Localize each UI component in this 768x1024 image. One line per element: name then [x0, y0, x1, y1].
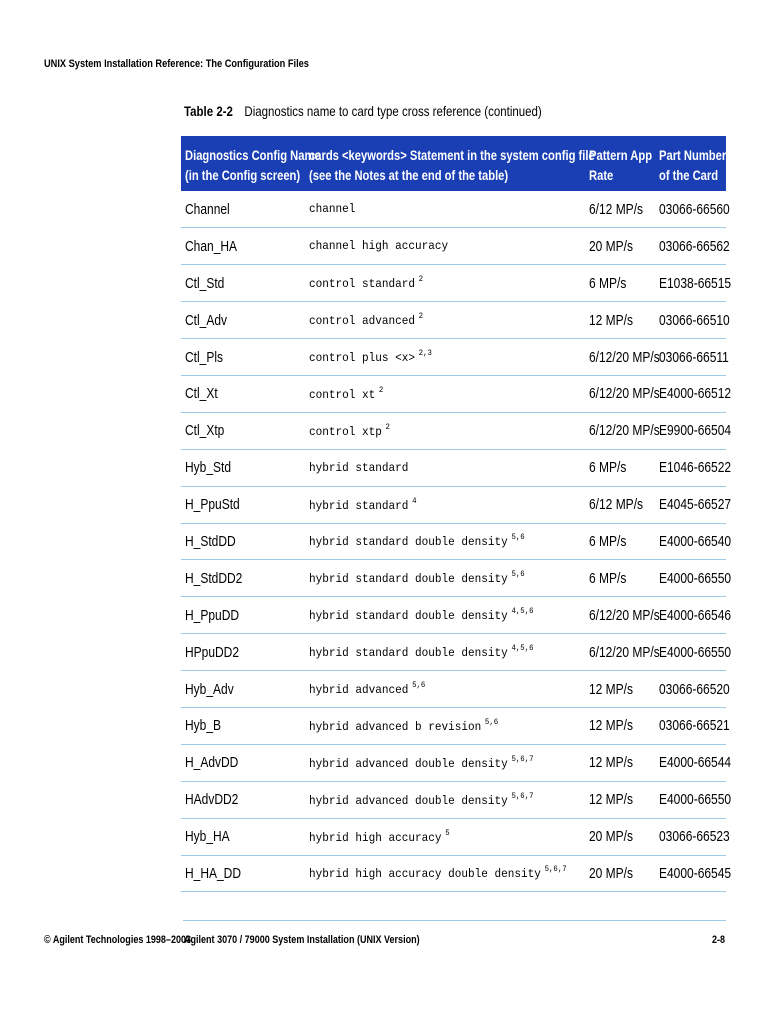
cell-pattern-rate: 6/12/20 MP/s: [585, 412, 655, 449]
cell-cards-statement: control standard $^2$: [305, 265, 585, 302]
table-row: [181, 486, 726, 523]
cell-diagnostics-name: Hyb_HA: [181, 818, 305, 855]
cell-cards-statement: hybrid standard: [305, 449, 585, 486]
col-header-diagnostics-name: Diagnostics Config Name (in the Config screen): [181, 136, 305, 191]
cell-part-number: E4000-66540: [655, 523, 726, 560]
cell-pattern-rate: 6/12/20 MP/s: [585, 339, 655, 376]
cell-diagnostics-name: Chan_HA: [181, 228, 305, 265]
cell-diagnostics-name: Hyb_Std: [181, 449, 305, 486]
note-reference: 5,6: [412, 681, 426, 691]
cell-diagnostics-name: Ctl_Xtp: [181, 412, 305, 449]
cell-diagnostics-name: H_StdDD2: [181, 560, 305, 597]
table-row: [181, 449, 726, 486]
cell-diagnostics-name: H_HA_DD: [181, 855, 305, 892]
note-reference: 2: [378, 385, 384, 395]
table-row: [181, 302, 726, 339]
cell-pattern-rate: 12 MP/s: [585, 744, 655, 781]
cell-pattern-rate: 20 MP/s: [585, 855, 655, 892]
cell-part-number: E9900-66504: [655, 412, 726, 449]
cell-part-number: 03066-66562: [655, 228, 726, 265]
cell-cards-statement: channel: [305, 191, 585, 228]
running-header: UNIX System Installation Reference: The Configuration Files: [44, 58, 309, 70]
col-header-pattern-rate: Pattern App Rate: [585, 136, 655, 191]
footer-divider: [183, 920, 726, 921]
cell-cards-statement: channel high accuracy: [305, 228, 585, 265]
table-row: [181, 781, 726, 818]
cell-pattern-rate: 12 MP/s: [585, 302, 655, 339]
table-row: [181, 818, 726, 855]
table-caption: [184, 103, 542, 119]
cell-part-number: E1046-66522: [655, 449, 726, 486]
cell-diagnostics-name: Ctl_Pls: [181, 339, 305, 376]
cell-cards-statement: control xtp $^2$: [305, 412, 585, 449]
cell-diagnostics-name: Hyb_B: [181, 707, 305, 744]
cell-part-number: E4000-66550: [655, 560, 726, 597]
cell-part-number: 03066-66510: [655, 302, 726, 339]
cell-cards-statement: hybrid advanced b revision $^{5,6}$: [305, 707, 585, 744]
cell-diagnostics-name: Ctl_Adv: [181, 302, 305, 339]
col-header-cards-statement: cards <keywords> Statement in the system config file (see the Notes at the end of the table): [305, 136, 585, 191]
table-row: [181, 671, 726, 708]
col-header-part-number: Part Number of the Card: [655, 136, 726, 191]
cell-pattern-rate: 6/12/20 MP/s: [585, 597, 655, 634]
table-row: [181, 855, 726, 892]
table-row: [181, 707, 726, 744]
cell-cards-statement: hybrid advanced double density $^{5,6,7}$: [305, 781, 585, 818]
cross-reference-table: [181, 136, 732, 892]
cell-pattern-rate: 20 MP/s: [585, 228, 655, 265]
cell-part-number: E4045-66527: [655, 486, 726, 523]
cell-pattern-rate: 6 MP/s: [585, 449, 655, 486]
table-row: [181, 634, 726, 671]
cell-part-number: 03066-66520: [655, 671, 726, 708]
cell-pattern-rate: 12 MP/s: [585, 781, 655, 818]
cell-diagnostics-name: H_StdDD: [181, 523, 305, 560]
cell-part-number: E4000-66550: [655, 781, 726, 818]
cell-pattern-rate: 6 MP/s: [585, 265, 655, 302]
table-row: [181, 265, 726, 302]
cell-diagnostics-name: H_AdvDD: [181, 744, 305, 781]
note-reference: 2,3: [418, 349, 432, 358]
table-row: [181, 228, 726, 265]
cell-pattern-rate: 20 MP/s: [585, 818, 655, 855]
note-reference: 5,6: [511, 533, 525, 543]
note-reference: 5,6,7: [511, 791, 534, 801]
cell-cards-statement: hybrid advanced double density $^{5,6,7}$: [305, 744, 585, 781]
table-number: Table 2-2: [184, 103, 233, 119]
cell-pattern-rate: 6/12/20 MP/s: [585, 634, 655, 671]
cell-cards-statement: control xt $^2$: [305, 375, 585, 412]
cell-cards-statement: hybrid advanced $^{5,6}$: [305, 671, 585, 708]
footer-copyright: © Agilent Technologies 1998–2003: [44, 934, 192, 946]
cell-part-number: E4000-66544: [655, 744, 726, 781]
cell-diagnostics-name: Ctl_Xt: [181, 375, 305, 412]
cell-pattern-rate: 6 MP/s: [585, 560, 655, 597]
cell-cards-statement: hybrid high accuracy double density $^{5,6,7}$: [305, 855, 585, 892]
cell-pattern-rate: 6/12/20 MP/s: [585, 375, 655, 412]
note-reference: 5,6,7: [511, 754, 534, 764]
note-reference: 2: [418, 275, 424, 285]
cell-cards-statement: hybrid standard double density $^{4,5,6}$: [305, 634, 585, 671]
table-row: [181, 523, 726, 560]
table-row: [181, 744, 726, 781]
cell-cards-statement: hybrid standard double density $^{5,6}$: [305, 523, 585, 560]
table-row: [181, 375, 726, 412]
cell-pattern-rate: 6/12 MP/s: [585, 486, 655, 523]
cell-part-number: E4000-66550: [655, 634, 726, 671]
cell-part-number: 03066-66523: [655, 818, 726, 855]
cell-part-number: 03066-66560: [655, 191, 726, 228]
table-row: [181, 560, 726, 597]
table-row: [181, 339, 726, 376]
note-reference: 4,5,6: [511, 607, 534, 617]
note-reference: 4: [412, 496, 417, 506]
cell-pattern-rate: 6/12 MP/s: [585, 191, 655, 228]
cell-pattern-rate: 6 MP/s: [585, 523, 655, 560]
cell-cards-statement: hybrid standard $^4$: [305, 486, 585, 523]
cell-part-number: E4000-66512: [655, 375, 726, 412]
note-reference: 5: [445, 828, 450, 838]
note-reference: 2: [418, 312, 424, 322]
header-row: [181, 136, 726, 191]
cell-part-number: 03066-66511: [655, 339, 726, 376]
cell-cards-statement: control advanced $^2$: [305, 302, 585, 339]
table-row: [181, 597, 726, 634]
note-reference: 5,6,7: [544, 865, 567, 875]
note-reference: 5,6: [511, 570, 525, 580]
cell-diagnostics-name: HAdvDD2: [181, 781, 305, 818]
cell-diagnostics-name: H_PpuStd: [181, 486, 305, 523]
cell-part-number: E1038-66515: [655, 265, 726, 302]
cell-diagnostics-name: Hyb_Adv: [181, 671, 305, 708]
table-title: Diagnostics name to card type cross reference (continued): [244, 103, 542, 119]
note-reference: 4,5,6: [511, 644, 534, 654]
table-body: [181, 191, 732, 892]
table-row: [181, 412, 726, 449]
table-header: [181, 136, 726, 191]
cell-cards-statement: hybrid standard double density $^{4,5,6}$: [305, 597, 585, 634]
footer-doc-title: Agilent 3070 / 79000 System Installation (UNIX Version): [184, 934, 420, 946]
cell-part-number: E4000-66545: [655, 855, 726, 892]
cell-diagnostics-name: Channel: [181, 191, 305, 228]
cell-diagnostics-name: H_PpuDD: [181, 597, 305, 634]
cell-diagnostics-name: Ctl_Std: [181, 265, 305, 302]
footer-page-number: 2-8: [712, 934, 726, 946]
note-reference: 5,6: [484, 717, 499, 727]
cell-diagnostics-name: HPpuDD2: [181, 634, 305, 671]
table-row: [181, 191, 726, 228]
cell-cards-statement: control plus <x> $^{2,3}$: [305, 339, 585, 376]
note-reference: 2: [385, 422, 390, 432]
cell-pattern-rate: 12 MP/s: [585, 671, 655, 708]
cell-cards-statement: hybrid high accuracy $^5$: [305, 818, 585, 855]
cell-part-number: E4000-66546: [655, 597, 726, 634]
cell-pattern-rate: 12 MP/s: [585, 707, 655, 744]
cell-part-number: 03066-66521: [655, 707, 726, 744]
cell-cards-statement: hybrid standard double density $^{5,6}$: [305, 560, 585, 597]
